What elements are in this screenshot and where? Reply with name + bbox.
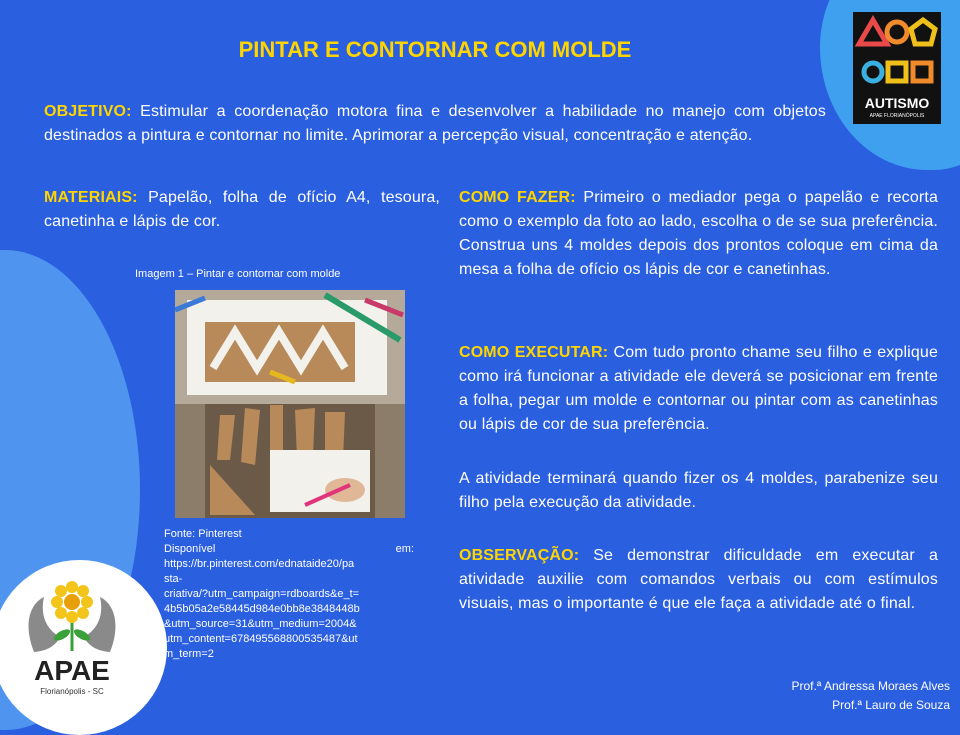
credit-line: Prof.ª Andressa Moraes Alves [791, 679, 950, 693]
como-executar-conclusion: A atividade terminará quando fizer os 4 moldes, parabenize seu filho pela execução da atividade. [459, 470, 938, 511]
materiais-label: MATERIAIS: [44, 189, 138, 206]
como-executar-text: Com tudo pronto chame seu filho e explique como irá funcionar a atividade ele deverá se posicionar em frente a folha, pegar um molde e contornar ou pintar com as canetinhas ou lápis de cor de sua preferência. [459, 344, 938, 433]
objetivo-text: Estimular a coordenação motora fina e desenvolver a habilidade no manejo com objetos destinados a pintura e contornar no limite. Aprimorar a percepção visual, concentração e atenção. [44, 103, 826, 144]
apae-logo-word: APAE [34, 655, 110, 686]
source-url-line: sta- [164, 573, 183, 585]
source-citation [164, 527, 414, 662]
source-url-line: https://br.pinterest.com/ednataide20/pa [164, 558, 355, 570]
credits [791, 677, 950, 715]
source-url-line: &utm_source=31&utm_medium=2004& [164, 618, 357, 630]
objetivo-label: OBJETIVO: [44, 103, 132, 120]
credit-line: Prof.ª Lauro de Souza [832, 698, 950, 712]
materiais-paragraph [44, 186, 440, 234]
source-url-line: utm_content=678495568800535487&ut [164, 633, 358, 645]
page-title: PINTAR E CONTORNAR COM MOLDE [238, 37, 632, 62]
observacao-text: Se demonstrar dificuldade em executar a atividade auxilie com comandos verbais ou com estímulos visuais, mas o importante é que ele faça a atividade até o final. [459, 547, 938, 612]
apae-logo [22, 577, 162, 707]
source-url-line: 4b5b05a2e58445d984e0bb8e3848448b [164, 603, 360, 615]
source-url-line: m_term=2 [164, 648, 214, 660]
como-executar-label: COMO EXECUTAR: [459, 344, 609, 361]
activity-photo-illustration [175, 290, 405, 518]
source-available-label: Disponível [164, 543, 216, 555]
source-available-em: em: [395, 543, 414, 555]
source-url-line: criativa/?utm_campaign=rdboards&e_t= [164, 588, 360, 600]
source-line: Fonte: Pinterest [164, 528, 242, 540]
activity-photo [175, 290, 405, 518]
autismo-logo-word: AUTISMO [864, 95, 930, 111]
observacao-paragraph [459, 544, 938, 616]
autismo-logo [853, 12, 941, 124]
apae-flower-hands-icon [22, 577, 122, 657]
como-fazer-paragraph [459, 186, 938, 282]
apae-logo-city: Florianópolis - SC [40, 687, 104, 696]
source-available-row [164, 542, 414, 557]
autismo-logo-subtitle: APAE FLORIANÓPOLIS [869, 113, 925, 119]
autismo-logo-shapes [853, 12, 941, 94]
como-executar-paragraph [459, 341, 938, 437]
observacao-label: OBSERVAÇÃO: [459, 547, 580, 564]
como-fazer-label: COMO FAZER: [459, 189, 576, 206]
materiais-text: Papelão, folha de ofício A4, tesoura, canetinha e lápis de cor. [44, 189, 440, 230]
como-fazer-text: Primeiro o mediador pega o papelão e recorta como o exemplo da foto ao lado, escolha o de se sua preferência. Construa uns 4 moldes depois dos prontos coloque em cima da mesa a folha de ofício os lápis de cor e canetinhas. [459, 189, 938, 278]
objetivo-paragraph [44, 100, 826, 148]
image-caption: Imagem 1 – Pintar e contornar com molde [135, 268, 341, 280]
